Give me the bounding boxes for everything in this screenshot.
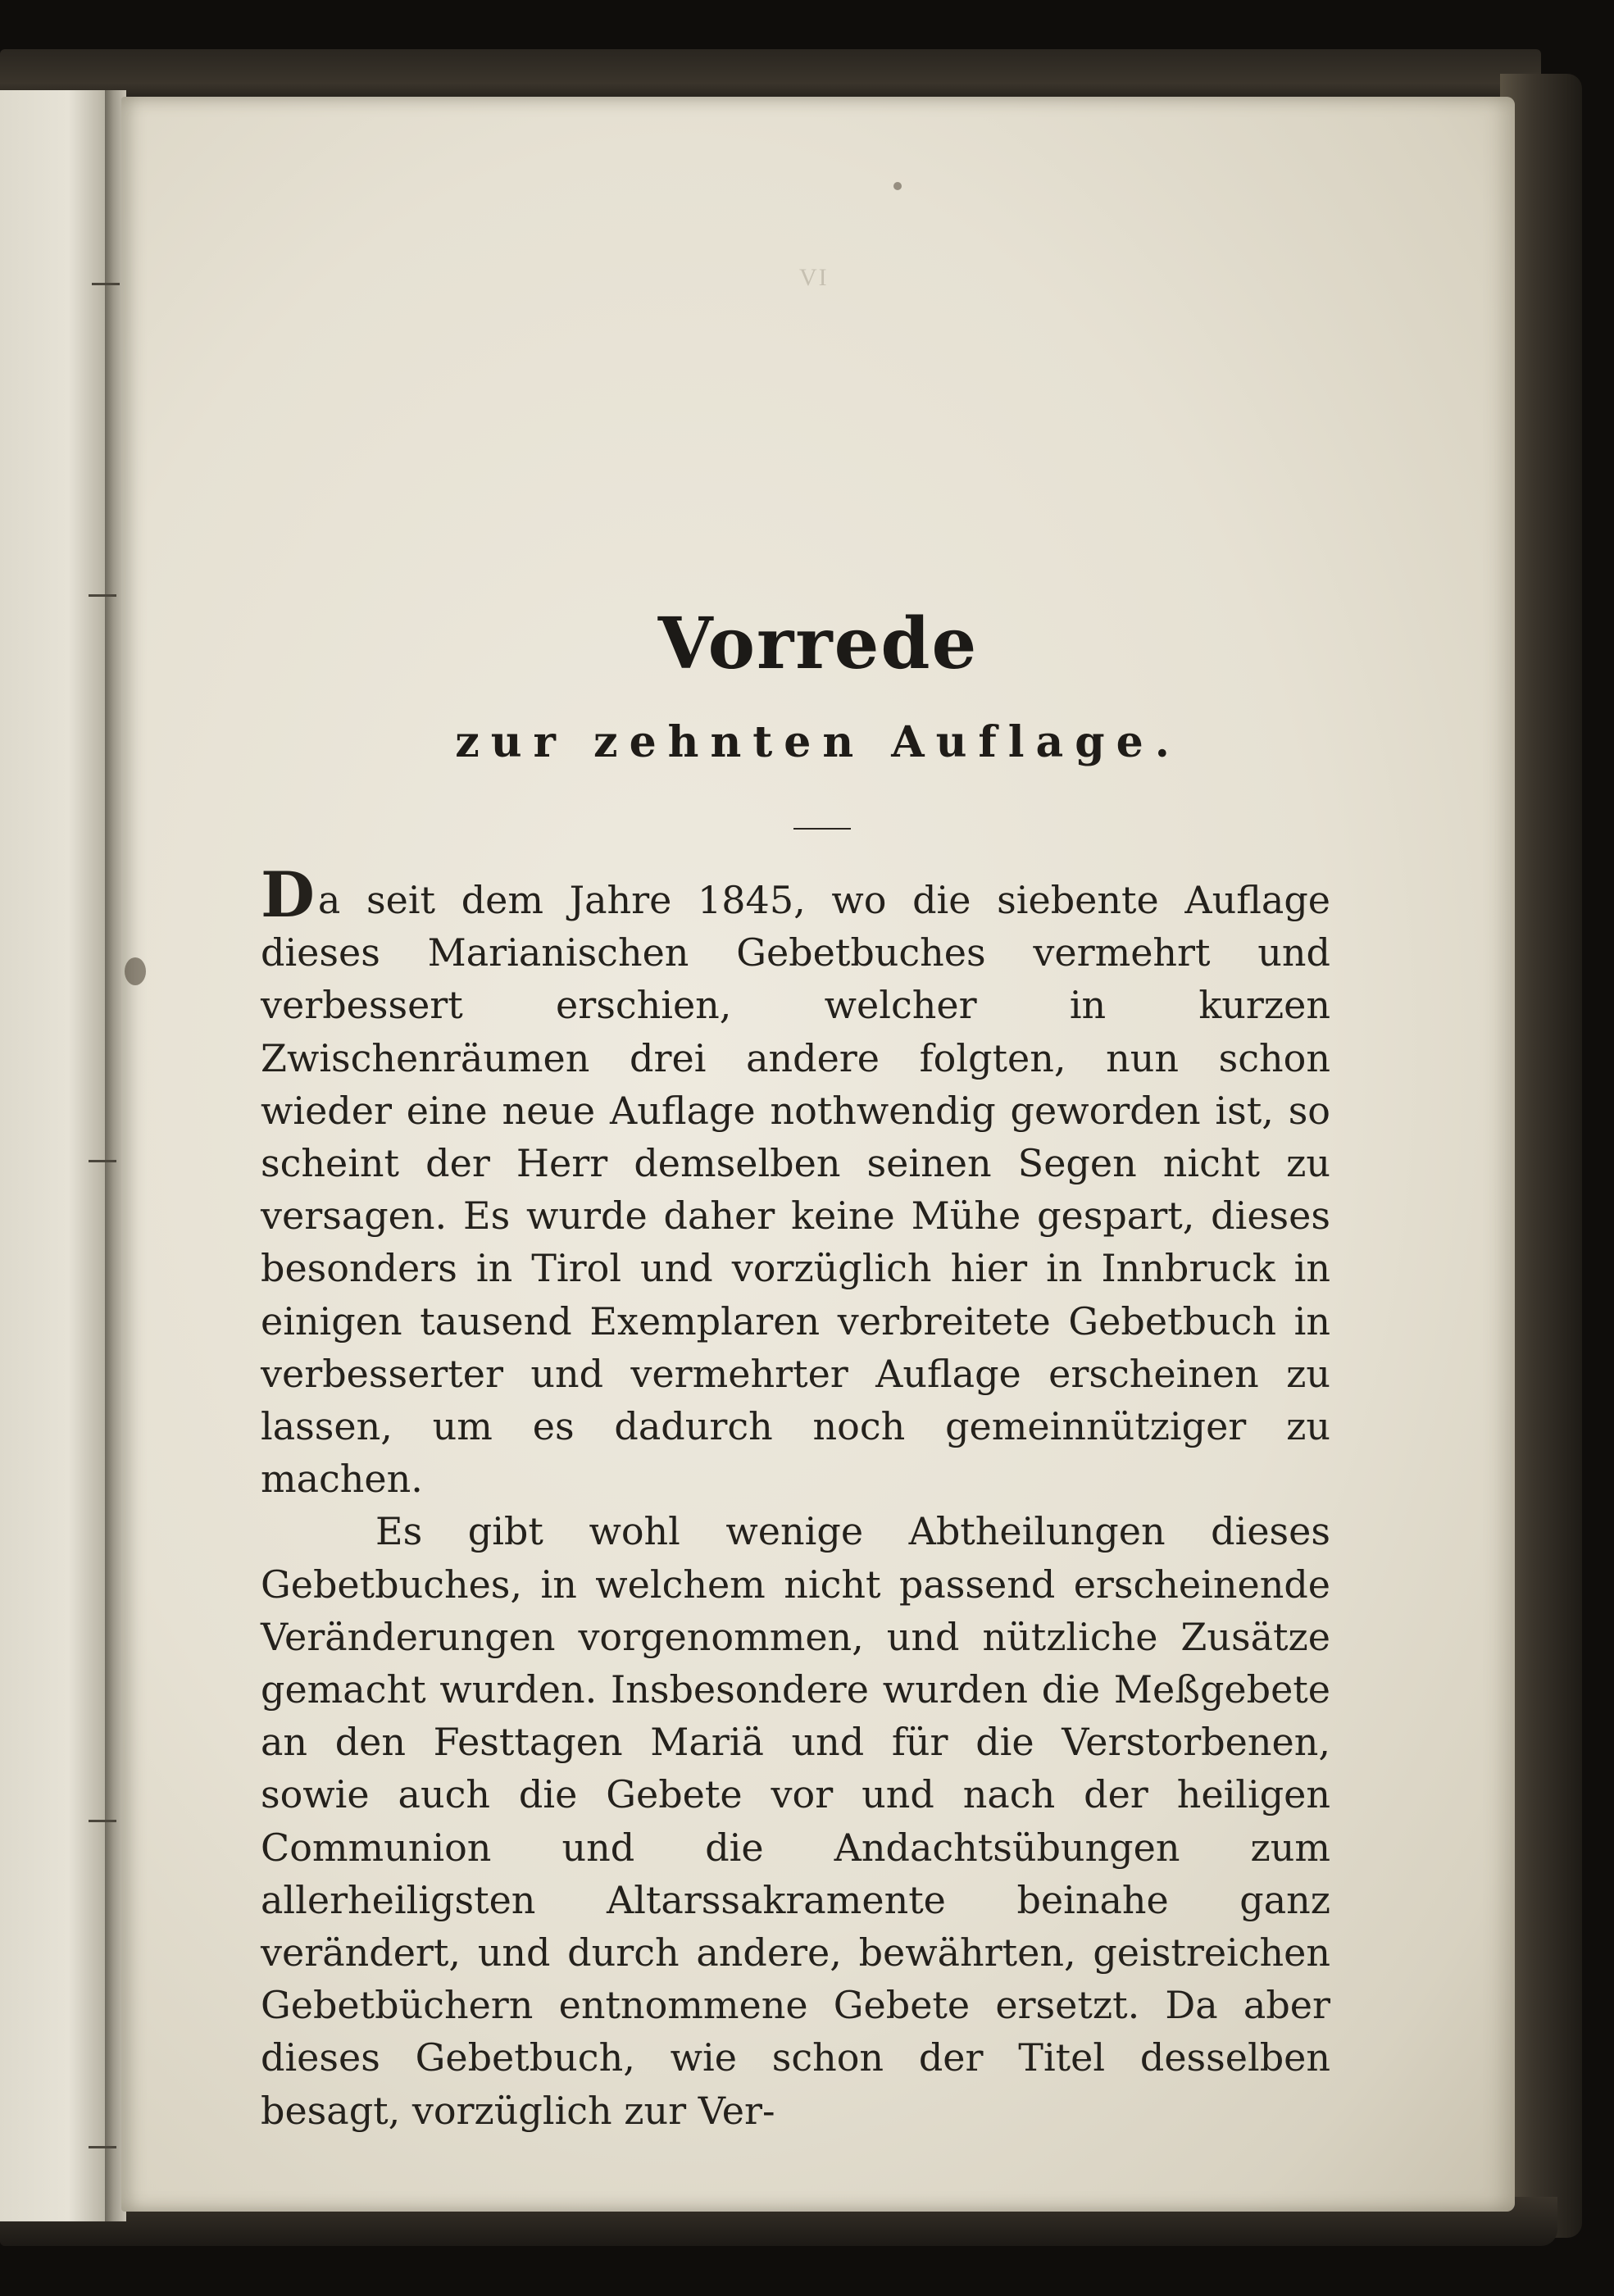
binding-thread-mark [89,1820,116,1822]
body-text [261,858,1330,2137]
binding-thread-mark [92,283,120,285]
left-page-strip [0,90,115,2221]
page-number: VI [799,264,829,291]
page-title: Vorrede [657,602,979,685]
binding-thread-mark [89,1160,116,1162]
title-rule [793,828,851,830]
page-subtitle: zur zehnten Auflage. [455,717,1181,767]
binding-thread-mark [89,2146,116,2148]
paragraph-2: Es gibt wohl wenige Abtheilungen dieses Gebetbuches, in welchem nicht passend erscheinende Veränderungen vorgenommen, und nützliche Zusätze gemacht wurden. Insbesondere wurden die Meßgebete an den Festtagen Mariä und für die Verstorbenen, sowie auch die Gebete vor und nach der heiligen Communion und die Andachtsübungen zum allerheiligsten Altarssakramente beinahe ganz verändert, und durch andere, bewährten, geistreichen Gebetbüchern entnommene Gebete ersetzt. Da aber dieses Gebetbuch, wie schon der Titel desselben besagt, vorzüglich zur Ver- [261,1509,1330,2133]
binding-thread-mark [89,594,116,597]
ink-spot [893,182,902,190]
paragraph-1-text: a seit dem Jahre 1845, wo die siebente Auflage dieses Marianischen Gebetbuches vermehrt und verbessert erschien, welcher in kurzen Zwischenräumen drei andere folgten, nun schon wieder eine neue Auflage nothwendig geworden ist, so scheint der Herr demselben seinen Segen nicht zu versagen. Es wurde daher keine Mühe gespart, dieses besonders in Tirol und vorzüglich hier in Innbruck in einigen tausend Exemplaren verbreitete Gebetbuch in verbesserter und vermehrter Auflage erscheinen zu lassen, um es dadurch noch gemeinnütziger zu machen. [261,878,1330,1502]
ink-spot [125,957,146,985]
drop-cap: D [261,858,315,931]
paragraph-1 [261,858,1330,1505]
